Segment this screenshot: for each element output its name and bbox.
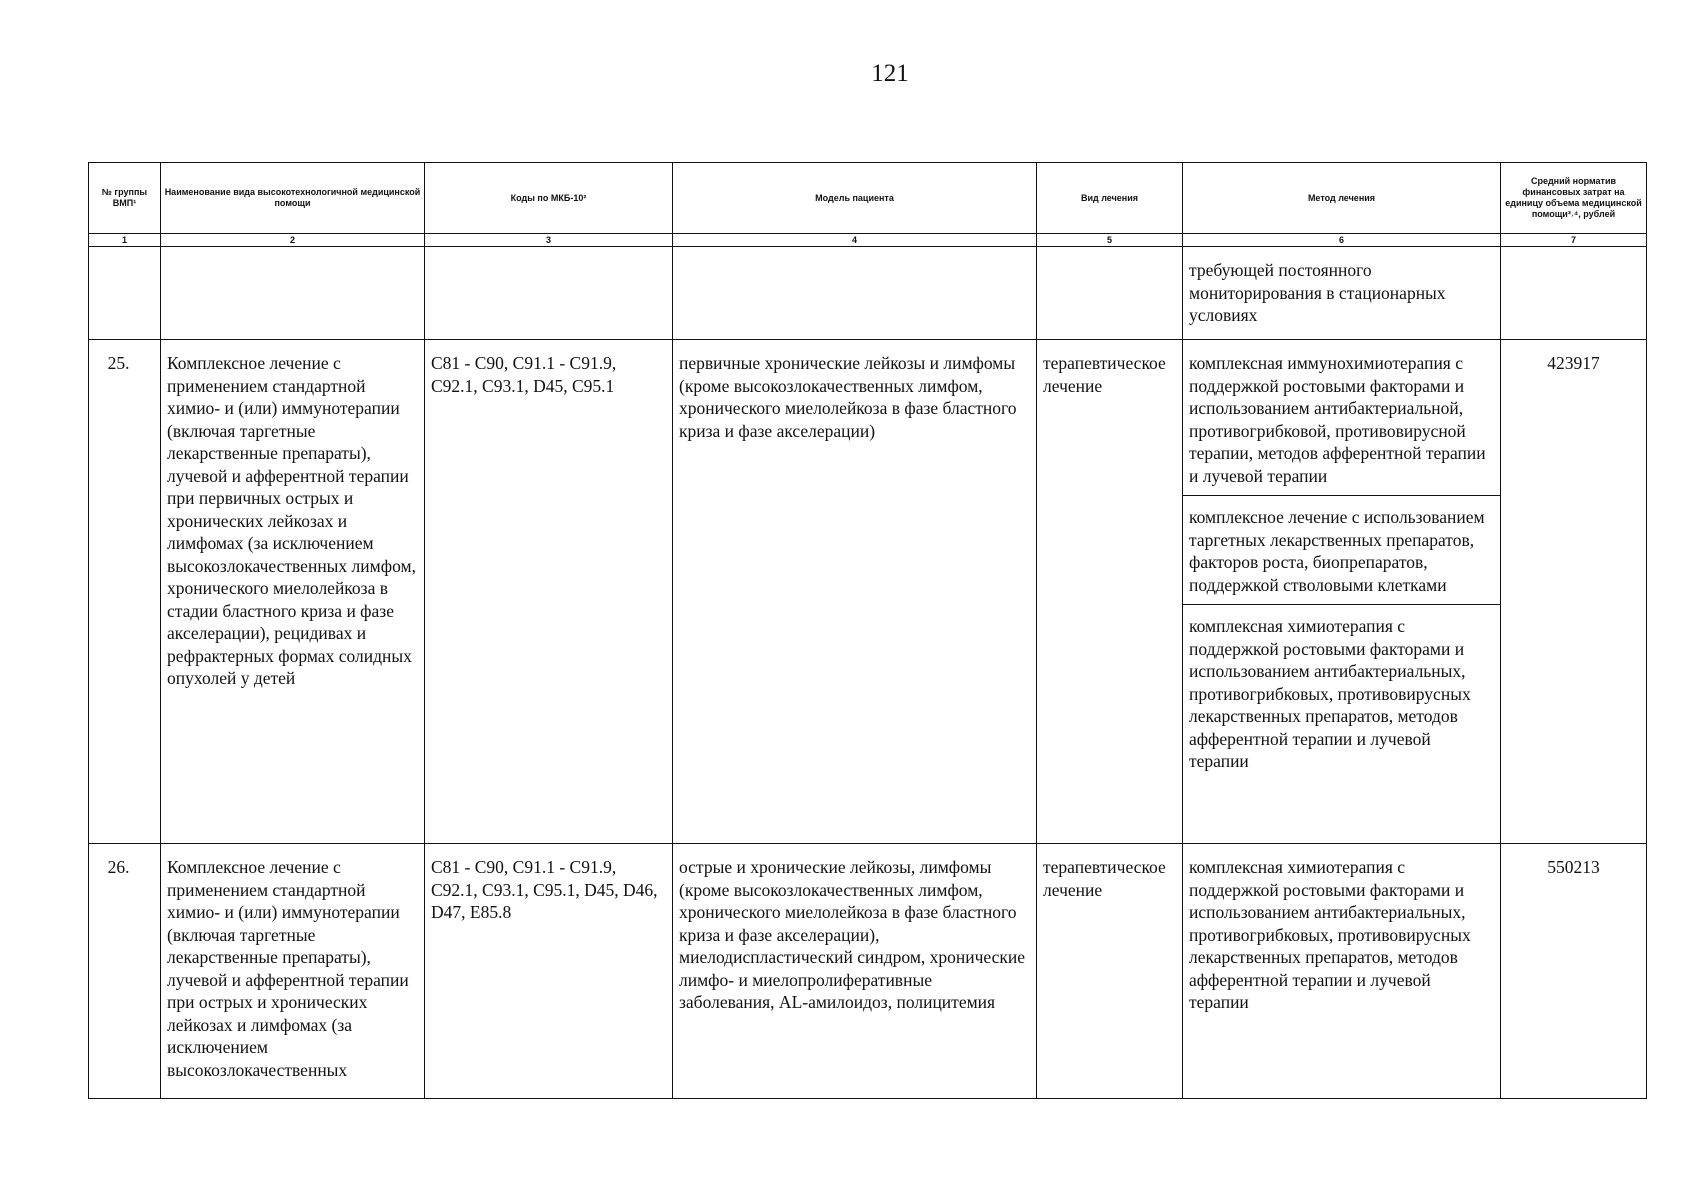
icd-codes-cell — [425, 340, 673, 844]
icd-codes-cell — [425, 844, 673, 1099]
header-care-type-name: Наименование вида высокотехнологичной медицинской помощи — [161, 163, 425, 234]
group-number-cell — [89, 844, 161, 1099]
care-type-name: Комплексное лечение с применением стандартной химио- и (или) иммунотерапии (включая таргетные лекарственные препараты), лучевой и афферентной терапии при первичных острых и хронических лейкозах и лимфомах (за исключением высокозлокачественных лимфом, хронического миелолейкоза в стадии бластного криза и фазе акселерации), рецидивах и рефрактерных формах солидных опухолей у детей — [167, 353, 416, 688]
empty-cell — [1037, 247, 1183, 340]
treatment-type-cell — [1037, 844, 1183, 1099]
header-treatment-type: Вид лечения — [1037, 163, 1183, 234]
column-number: 3 — [425, 234, 673, 247]
icd-codes: C81 - C90, C91.1 - C91.9, C92.1, C93.1, C95.1, D45, D46, D47, E85.8 — [431, 857, 658, 922]
header-patient-model: Модель пациента — [673, 163, 1037, 234]
treatment-methods-cell — [1183, 844, 1501, 1099]
header-cost-standard: Средний норматив финансовых затрат на единицу объема медицинской помощи³˒⁴, рублей — [1501, 163, 1647, 234]
group-number: 26. — [107, 857, 130, 877]
continuation-method-text: требующей постоянного мониторирования в стационарных условиях — [1189, 260, 1446, 325]
page-number: 121 — [871, 60, 909, 87]
table-row — [89, 844, 1647, 1099]
treatment-method: комплексная химиотерапия с поддержкой ростовыми факторами и использованием антибактериальных, противогрибковых, противовирусных лекарственных препаратов, методов афферентной терапии и лучевой терапии — [1189, 616, 1471, 771]
column-number: 1 — [89, 234, 161, 247]
patient-model-cell — [673, 340, 1037, 844]
empty-cell — [161, 247, 425, 340]
empty-cell — [425, 247, 673, 340]
group-number: 25. — [107, 353, 130, 373]
cost-standard: 423917 — [1547, 353, 1600, 373]
empty-cell — [89, 247, 161, 340]
empty-cell — [673, 247, 1037, 340]
column-number-row — [89, 234, 1647, 247]
column-number: 6 — [1183, 234, 1501, 247]
vmp-table — [88, 162, 1647, 1099]
treatment-methods-cell — [1183, 340, 1501, 844]
treatment-type: терапевтическое лечение — [1043, 857, 1166, 900]
column-number: 4 — [673, 234, 1037, 247]
cost-standard: 550213 — [1547, 857, 1600, 877]
treatment-type-cell — [1037, 340, 1183, 844]
header-group-number: № группы ВМП¹ — [89, 163, 161, 234]
patient-model: острые и хронические лейкозы, лимфомы (кроме высокозлокачественных лимфом, хронического миелолейкоза в фазе бластного криза и фазе акселерации), миелодиспластический синдром, хронические лимфо- и миелопролиферативные заболевания, AL-амилоидоз, полицитемия — [679, 857, 1026, 1012]
treatment-method: комплексное лечение с использованием таргетных лекарственных препаратов, факторов роста, биопрепаратов, поддержкой стволовыми клетками — [1183, 496, 1500, 605]
treatment-method: комплексная иммунохимиотерапия с поддержкой ростовыми факторами и использованием антибактериальной, противогрибковой, противовирусной терапии, методов афферентной терапии и лучевой терапии — [1183, 340, 1500, 496]
care-type-name-cell — [161, 844, 425, 1099]
header-treatment-method: Метод лечения — [1183, 163, 1501, 234]
patient-model: первичные хронические лейкозы и лимфомы (кроме высокозлокачественных лимфом, хронического миелолейкоза в фазе бластного криза и фазе акселерации) — [679, 353, 1017, 441]
treatment-type: терапевтическое лечение — [1043, 353, 1166, 396]
patient-model-cell — [673, 844, 1037, 1099]
continuation-row — [89, 247, 1647, 340]
empty-cell — [1501, 247, 1647, 340]
column-number: 5 — [1037, 234, 1183, 247]
care-type-name: Комплексное лечение с применением стандартной химио- и (или) иммунотерапии (включая таргетные лекарственные препараты), лучевой и афферентной терапии при острых и хронических лейкозах и лимфомах (за исключением высокозлокачественных — [167, 857, 409, 1080]
header-icd-codes: Коды по МКБ-10² — [425, 163, 673, 234]
column-number: 2 — [161, 234, 425, 247]
continuation-method-cell — [1183, 247, 1501, 340]
table-row — [89, 340, 1647, 844]
care-type-name-cell — [161, 340, 425, 844]
cost-standard-cell — [1501, 844, 1647, 1099]
table-header-row — [89, 163, 1647, 234]
cost-standard-cell — [1501, 340, 1647, 844]
column-number: 7 — [1501, 234, 1647, 247]
icd-codes: C81 - C90, C91.1 - C91.9, C92.1, C93.1, D45, C95.1 — [431, 353, 617, 396]
treatment-method: комплексная химиотерапия с поддержкой ростовыми факторами и использованием антибактериальных, противогрибковых, противовирусных лекарственных препаратов, методов афферентной терапии и лучевой терапии — [1189, 857, 1471, 1012]
group-number-cell — [89, 340, 161, 844]
